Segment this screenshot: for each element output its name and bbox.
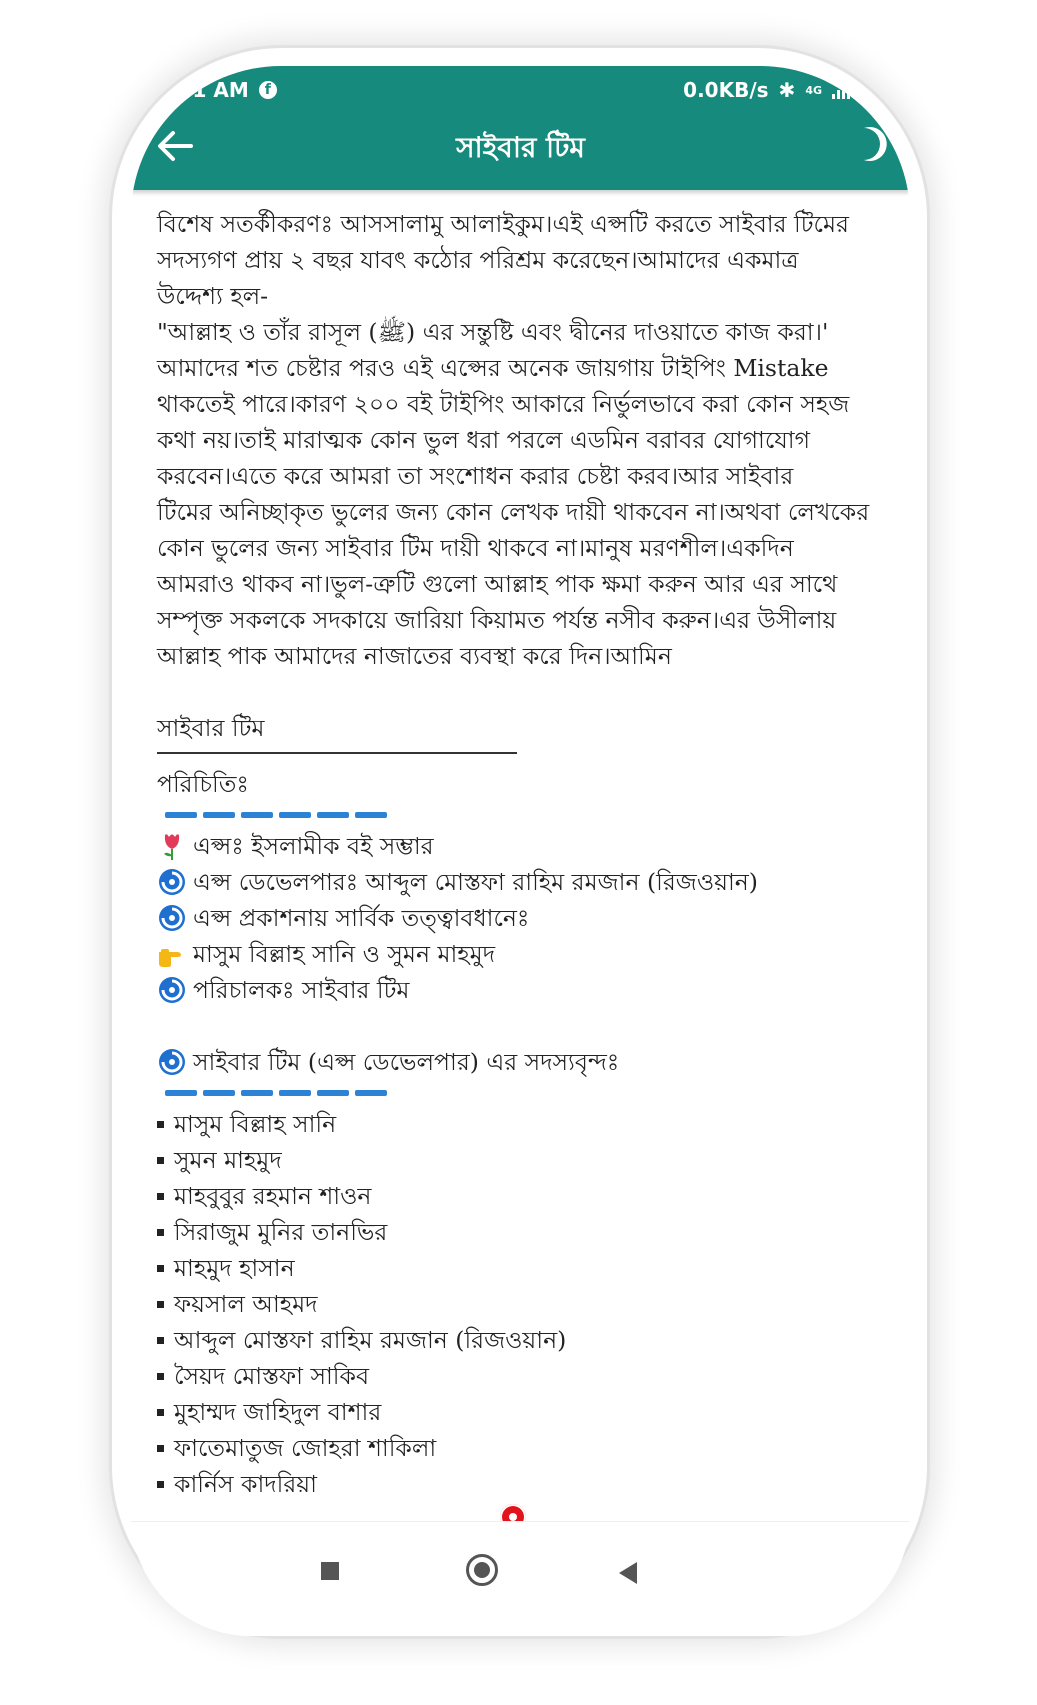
intro-publish <box>157 900 877 936</box>
members-heading-text: সাইবার টিম (এপ্স ডেভেলপার) এর সদস্যবৃন্দঃ <box>193 1048 620 1076</box>
member-name: মাহবুবুর রহমান শাওন <box>174 1182 372 1210</box>
tulip-icon <box>157 831 187 861</box>
member-name: সিরাজুম মুনির তানভির <box>174 1218 388 1246</box>
list-item <box>157 1178 877 1214</box>
intro-developer <box>157 864 877 900</box>
notice-line: সম্পৃক্ত সকলকে সদকায়ে জারিয়া কিয়ামত পর্যন্ত নসীব করুন।এর উসীলায় <box>157 606 837 634</box>
member-name: মাসুম বিল্লাহ সানি <box>174 1110 337 1138</box>
member-name: সৈয়দ মোস্তফা সাকিব <box>174 1362 370 1390</box>
intro-operator-text: পরিচালকঃ সাইবার টিম <box>193 976 410 1004</box>
back-button[interactable] <box>619 1562 637 1584</box>
divider-line <box>157 752 517 754</box>
intro-app <box>157 828 877 864</box>
list-item <box>157 1466 877 1502</box>
home-button[interactable] <box>466 1554 498 1586</box>
member-name: মুহাম্মদ জাহিদুল বাশার <box>174 1398 382 1426</box>
network-type: 4G <box>805 83 822 97</box>
list-item <box>157 1322 877 1358</box>
member-name: মাহমুদ হাসান <box>174 1254 295 1282</box>
facebook-icon: f <box>259 81 277 99</box>
content-body <box>157 206 877 1502</box>
list-item <box>157 1358 877 1394</box>
list-item <box>157 1106 877 1142</box>
list-item <box>157 1430 877 1466</box>
notice-line: টিমের অনিচ্ছাকৃত ভুলের জন্য কোন লেখক দায়ী থাকবেন না।অথবা লেখকের <box>157 498 870 526</box>
system-nav-bar <box>131 1521 910 1636</box>
notice-line: আল্লাহ পাক আমাদের নাজাতের ব্যবস্থা করে দিন।আমিন <box>157 642 672 670</box>
cyclone-icon <box>157 1047 187 1077</box>
status-bar-right <box>683 78 850 102</box>
cyclone-icon <box>157 975 187 1005</box>
recents-button[interactable] <box>321 1562 339 1580</box>
member-name: সুমন মাহমুদ <box>174 1146 282 1174</box>
notice-line: বিশেষ সতর্কীকরণঃ আসসালামু আলাইকুম।এই এপ্সটি করতে সাইবার টিমের <box>157 210 849 238</box>
signal-icon <box>832 81 850 99</box>
page-title: সাইবার টিম <box>456 131 585 164</box>
intro-heading: পরিচিতিঃ <box>157 770 249 798</box>
notice-line: থাকতেই পারে।কারণ ২০০ বই টাইপিং আকারে নির্ভুলভাবে করা কোন সহজ <box>157 390 850 418</box>
signature: সাইবার টিম <box>157 714 265 742</box>
member-name: আব্দুল মোস্তফা রাহিম রমজান (রিজওয়ান) <box>174 1326 567 1354</box>
net-speed: 0.0KB/s <box>683 78 769 102</box>
list-item <box>157 1286 877 1322</box>
notice-line: "আল্লাহ ও তাঁর রাসূল (ﷺ) এর সন্তুষ্টি এবং দ্বীনের দাওয়াতে কাজ করা।' <box>157 318 829 346</box>
bluetooth-icon: ✱ <box>778 78 796 102</box>
members-list <box>157 1106 877 1502</box>
list-item <box>157 1250 877 1286</box>
notice-line: কথা নয়।তাই মারাত্মক কোন ভুল ধরা পরলে এডমিন বরাবর যোগাযোগ <box>157 426 811 454</box>
intro-developer-text: এপ্স ডেভেলপারঃ আব্দুল মোস্তফা রাহিম রমজান (রিজওয়ান) <box>193 868 758 896</box>
phone-screen <box>131 66 910 1636</box>
notice-text <box>157 206 877 674</box>
dash-divider <box>165 1090 877 1096</box>
member-name: কার্নিস কাদরিয়া <box>174 1470 317 1498</box>
app-toolbar <box>131 66 910 190</box>
notice-line: উদ্দেশ্য হল- <box>157 282 269 310</box>
list-item <box>157 1142 877 1178</box>
status-time: .01 AM <box>171 78 249 102</box>
list-item <box>157 1394 877 1430</box>
notice-line: আমরাও থাকব না।ভুল-ত্রুটি গুলো আল্লাহ পাক ক্ষমা করুন আর এর সাথে <box>157 570 838 598</box>
intro-supervisors <box>157 936 877 972</box>
cyclone-icon <box>157 867 187 897</box>
members-heading <box>157 1044 877 1080</box>
intro-publish-text: এপ্স প্রকাশনায় সার্বিক তত্ত্বাবধানেঃ <box>193 904 530 932</box>
intro-supervisors-text: মাসুম বিল্লাহ সানি ও সুমন মাহমুদ <box>193 940 496 968</box>
notice-line: আমাদের শত চেষ্টার পরও এই এপ্সের অনেক জায়গায় টাইপিং Mistake <box>157 354 829 382</box>
list-item <box>157 1214 877 1250</box>
member-name: ফয়সাল আহমদ <box>174 1290 318 1318</box>
cyclone-icon <box>157 903 187 933</box>
intro-operator <box>157 972 877 1008</box>
member-name: ফাতেমাতুজ জোহরা শাকিলা <box>174 1434 437 1462</box>
pointing-hand-icon <box>157 939 187 969</box>
status-bar-left <box>171 78 277 102</box>
notice-line: কোন ভুলের জন্য সাইবার টিম দায়ী থাকবে না।মানুষ মরণশীল।একদিন <box>157 534 794 562</box>
intro-app-text: এপ্সঃ ইসলামীক বই সম্ভার <box>193 832 434 860</box>
notice-line: করবেন।এতে করে আমরা তা সংশোধন করার চেষ্টা করব।আর সাইবার <box>157 462 794 490</box>
dash-divider <box>165 812 877 818</box>
notice-line: সদস্যগণ প্রায় ২ বছর যাবৎ কঠোর পরিশ্রম করেছেন।আমাদের একমাত্র <box>157 246 799 274</box>
moon-icon[interactable] <box>850 124 890 164</box>
